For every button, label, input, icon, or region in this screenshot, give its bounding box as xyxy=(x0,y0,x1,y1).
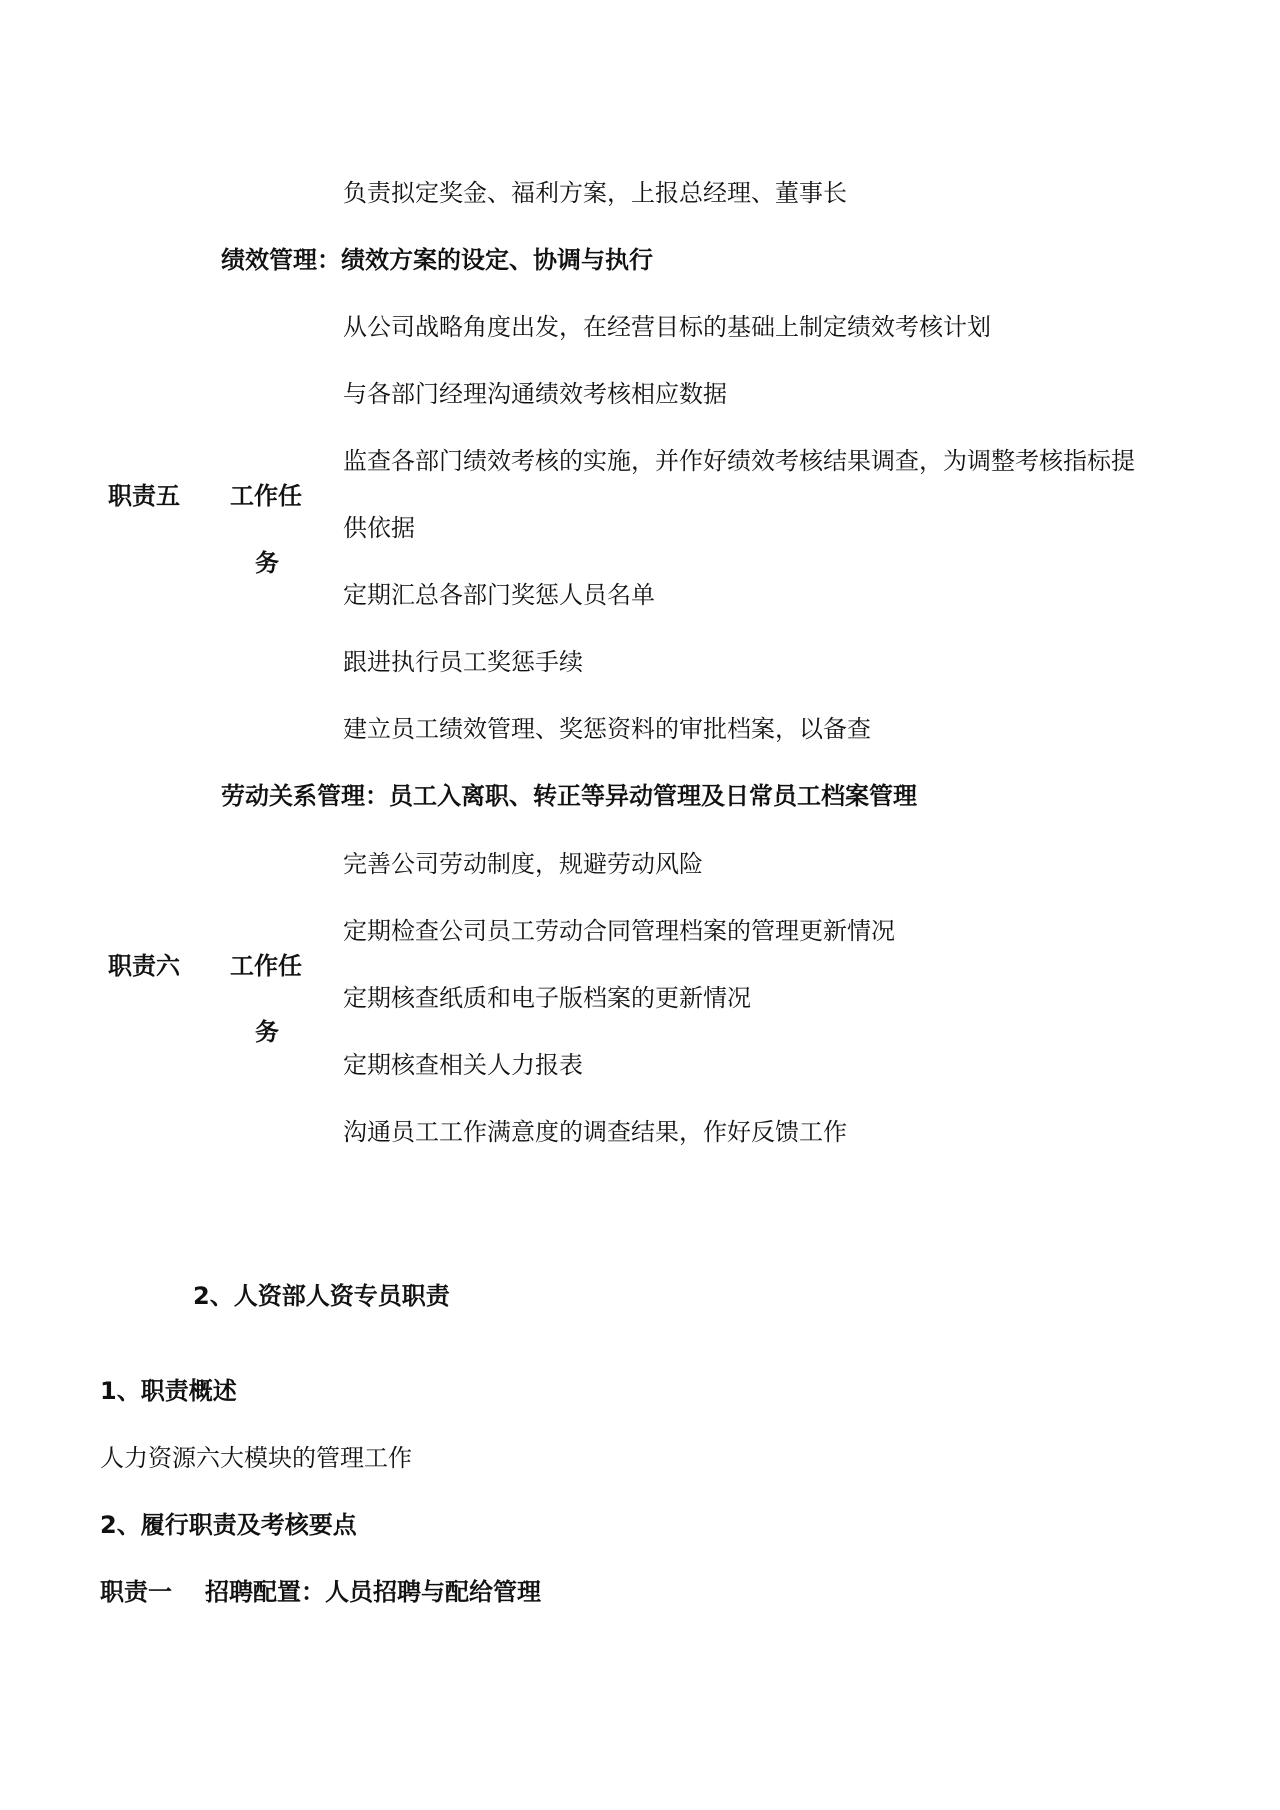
duty-item: 从公司战略角度出发，在经营目标的基础上制定绩效考核计划 xyxy=(343,313,991,341)
duty-item: 定期汇总各部门奖惩人员名单 xyxy=(343,581,655,609)
overview-text: 人力资源六大模块的管理工作 xyxy=(100,1444,412,1472)
task-label: 工作任 xyxy=(230,952,302,980)
duty-item: 建立员工绩效管理、奖惩资料的审批档案，以备查 xyxy=(343,715,871,743)
section-heading-labor-relations: 劳动关系管理：员工入离职、转正等异动管理及日常员工档案管理 xyxy=(221,782,917,810)
task-label: 务 xyxy=(255,549,279,577)
points-heading: 2、履行职责及考核要点 xyxy=(100,1511,357,1539)
part-title: 2、人资部人资专员职责 xyxy=(193,1282,450,1310)
duty-item: 沟通员工工作满意度的调查结果，作好反馈工作 xyxy=(343,1118,847,1146)
duty-item: 监查各部门绩效考核的实施，并作好绩效考核结果调查，为调整考核指标提 xyxy=(343,447,1135,475)
duty-item: 负责拟定奖金、福利方案，上报总经理、董事长 xyxy=(343,179,847,207)
duty-label-one: 职责一 xyxy=(100,1578,172,1606)
duty-item: 定期核查相关人力报表 xyxy=(343,1051,583,1079)
duty-item: 定期核查纸质和电子版档案的更新情况 xyxy=(343,984,751,1012)
task-label: 务 xyxy=(255,1018,279,1046)
duty-label-six: 职责六 xyxy=(108,952,180,980)
duty-item: 跟进执行员工奖惩手续 xyxy=(343,648,583,676)
duty-item: 与各部门经理沟通绩效考核相应数据 xyxy=(343,380,727,408)
overview-heading: 1、职责概述 xyxy=(100,1377,237,1405)
duty-item: 完善公司劳动制度，规避劳动风险 xyxy=(343,850,703,878)
duty-label-five: 职责五 xyxy=(108,482,180,510)
duty-item: 定期检查公司员工劳动合同管理档案的管理更新情况 xyxy=(343,917,895,945)
duty-one-title: 招聘配置：人员招聘与配给管理 xyxy=(205,1578,541,1606)
section-heading-performance: 绩效管理：绩效方案的设定、协调与执行 xyxy=(221,246,653,274)
duty-item: 供依据 xyxy=(343,514,415,542)
task-label: 工作任 xyxy=(230,482,302,510)
